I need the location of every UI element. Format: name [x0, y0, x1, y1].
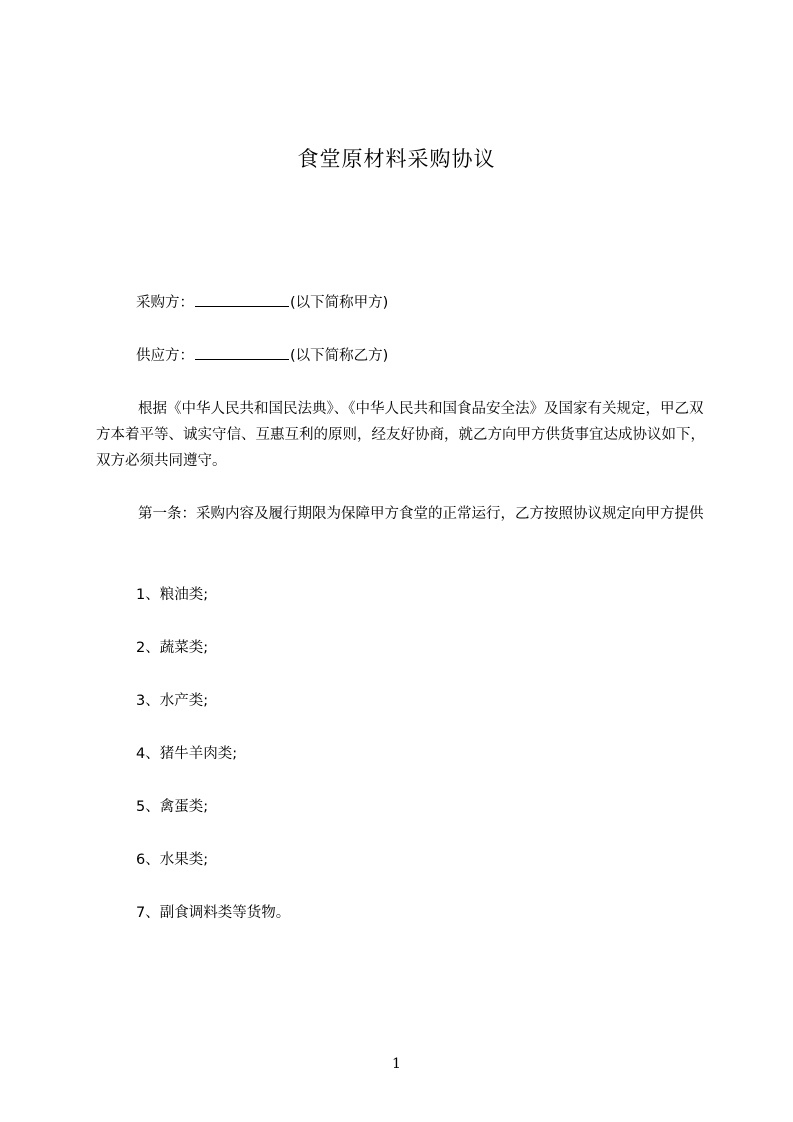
list-item: 4、猪牛羊肉类;: [136, 746, 238, 762]
supplier-blank: [195, 345, 289, 360]
list-item: 1、粮油类;: [136, 587, 209, 603]
buyer-label: 采购方：: [136, 295, 194, 311]
supplier-line: [136, 344, 388, 365]
supplier-suffix: (以下简称乙方): [290, 348, 389, 364]
list-item: 7、副食调料类等货物。: [136, 905, 291, 921]
list-item: 3、水产类;: [136, 693, 209, 709]
preamble-paragraph: 根据《中华人民共和国民法典》、《中华人民共和国食品安全法》及国家有关规定，甲乙双方本着平等、诚实守信、互惠互利的原则，经友好协商，就乙方向甲方供货事宜达成协议如下，双方必须共同遵守。: [96, 401, 705, 469]
document-title: 食堂原材料采购协议: [297, 147, 496, 171]
page-number: 1: [392, 1056, 401, 1072]
buyer-line: [136, 291, 388, 312]
supplier-label: 供应方：: [136, 348, 194, 364]
list-item: 6、水果类;: [136, 852, 209, 868]
buyer-blank: [195, 292, 289, 307]
list-item: 2、蔬菜类;: [136, 640, 209, 656]
article-1-paragraph: 第一条：采购内容及履行期限为保障甲方食堂的正常运行，乙方按照协议规定向甲方提供: [138, 506, 704, 522]
buyer-suffix: (以下简称甲方): [290, 295, 389, 311]
list-item: 5、禽蛋类;: [136, 799, 209, 815]
